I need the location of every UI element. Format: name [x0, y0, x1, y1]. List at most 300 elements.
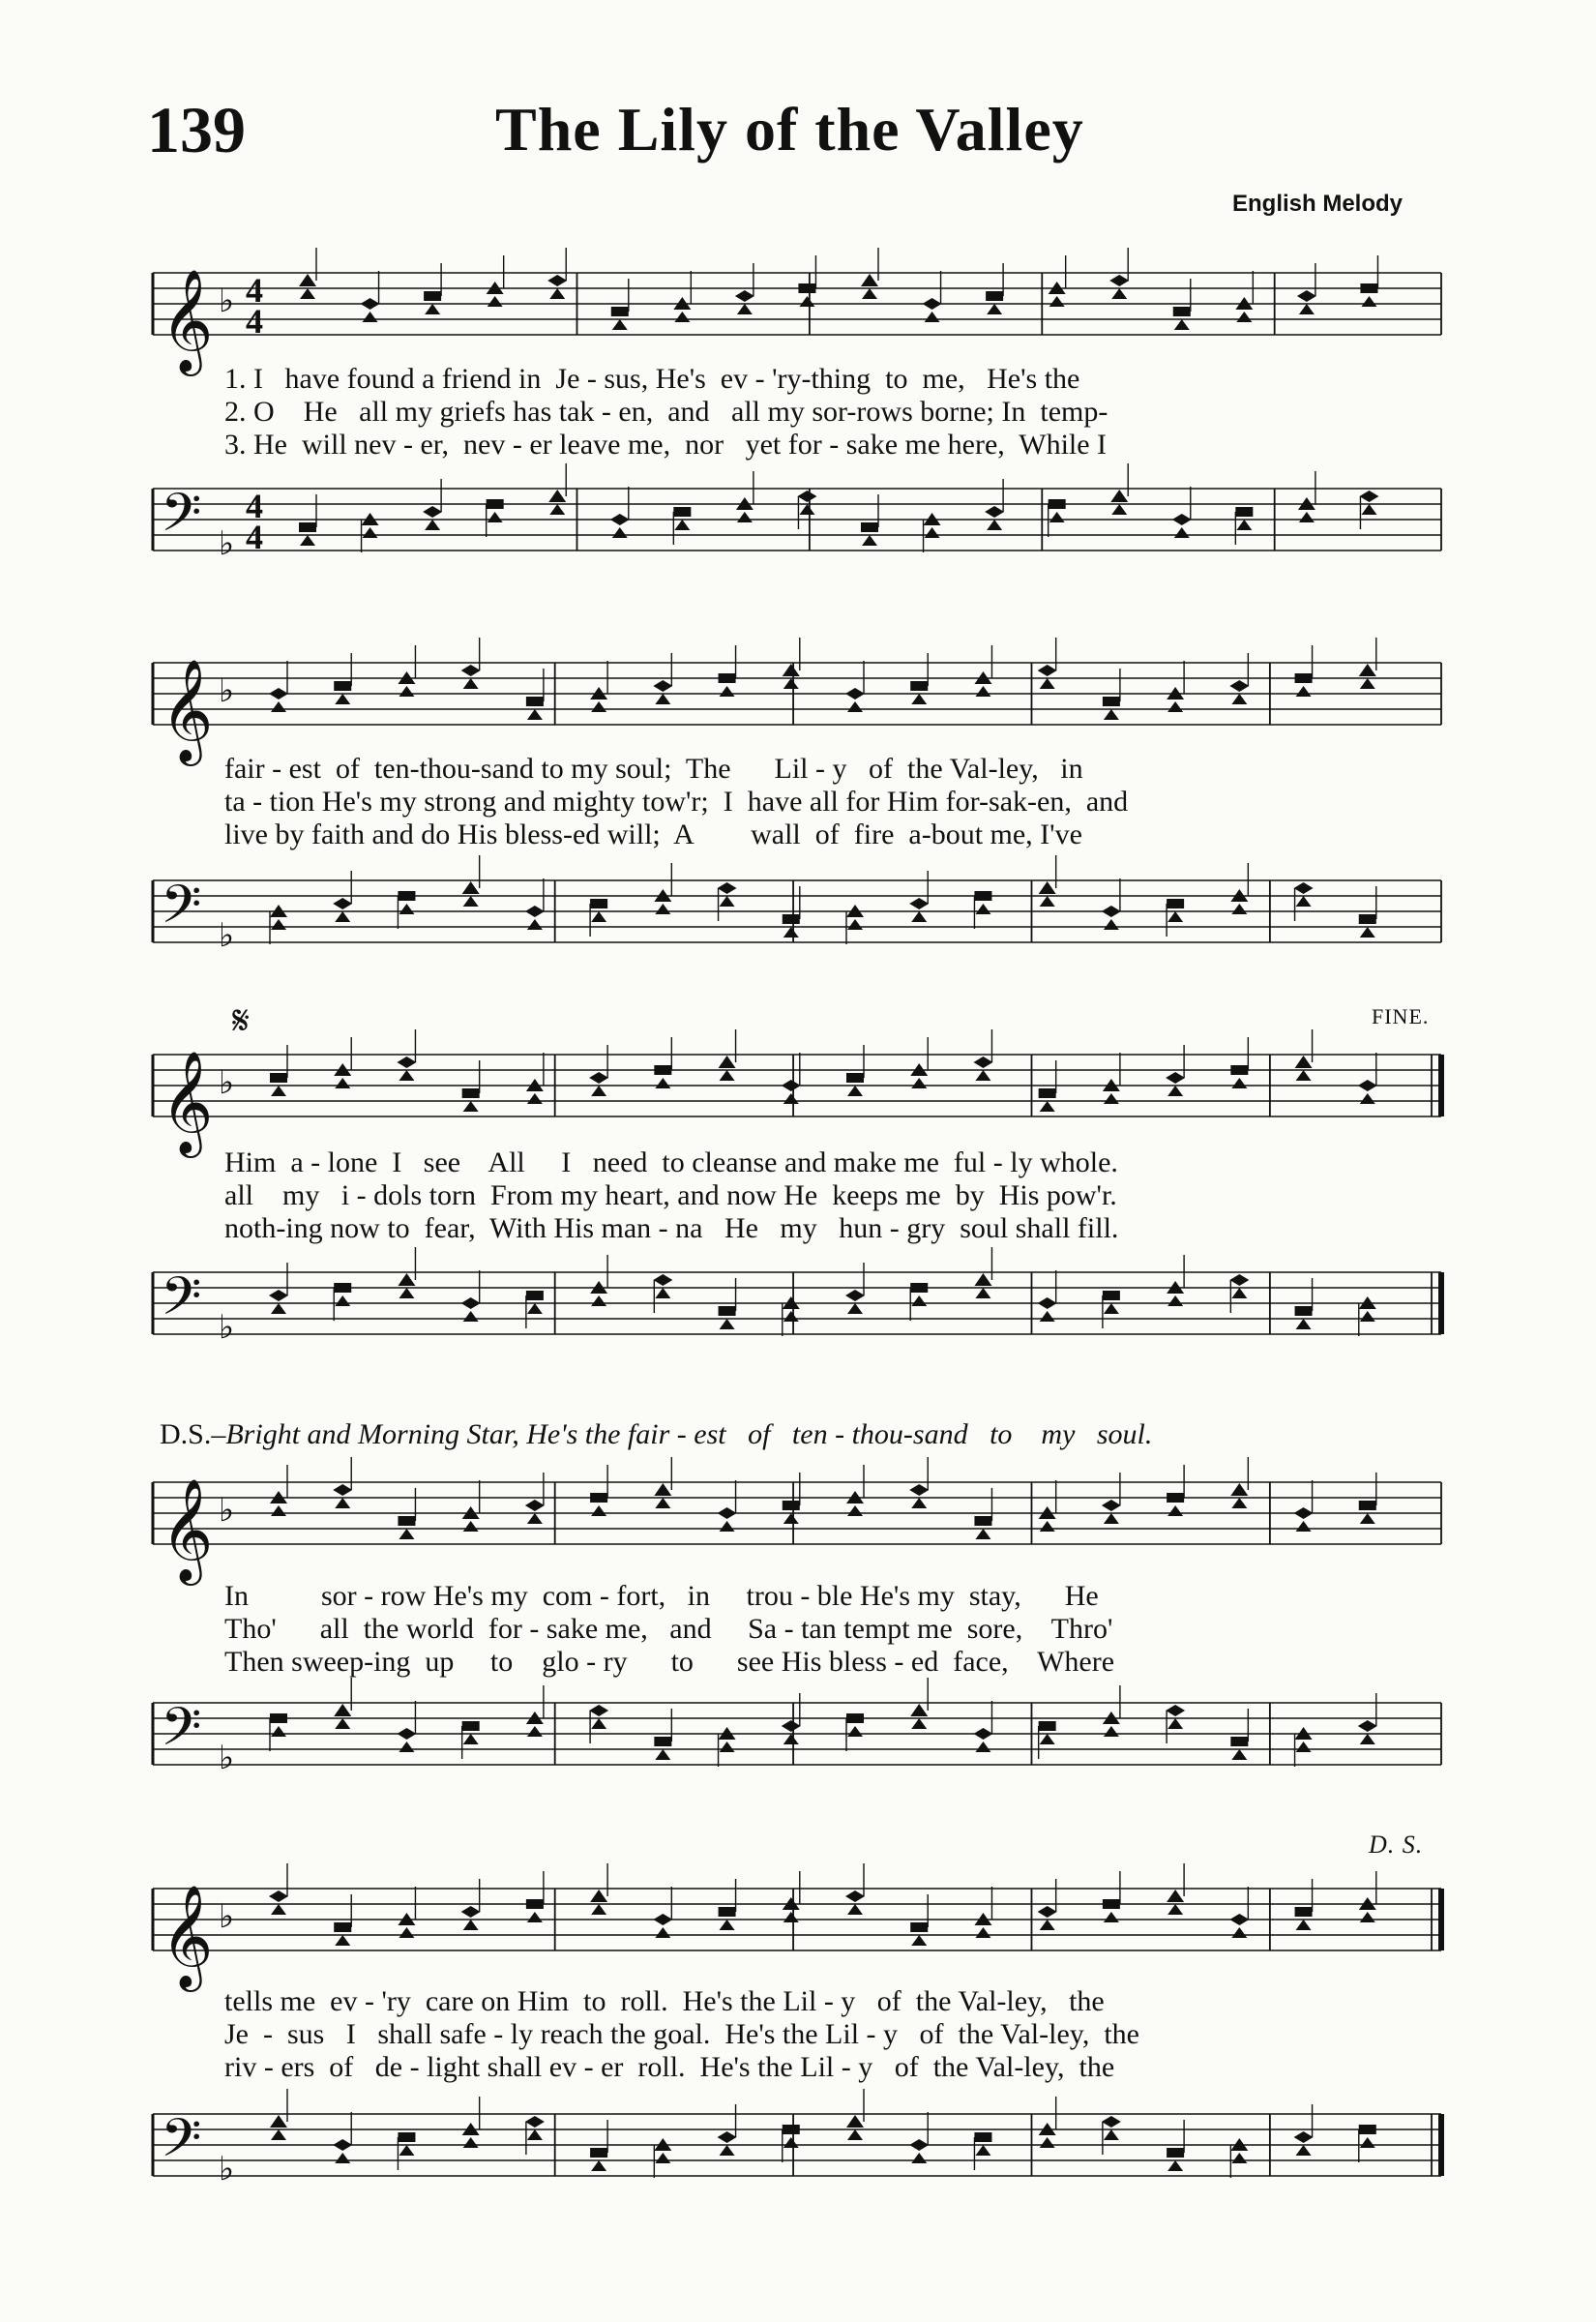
note-head-diamond	[1166, 1072, 1185, 1084]
note-head-triangle	[425, 304, 440, 314]
note-head-square	[846, 1073, 864, 1083]
note-head-triangle	[1174, 527, 1190, 538]
lyric-verse-3: noth-ing now to fear, With His man - na He my hun - gry soul shall fill.	[224, 1212, 1119, 1244]
note-head-triangle	[1167, 1086, 1183, 1096]
note-head-triangle	[783, 1513, 799, 1524]
lyric-verse-2: Tho' all the world for - sake me, and Sa - tan tempt me sore, Thro'	[224, 1613, 1113, 1645]
note-head-triangle	[1040, 1311, 1055, 1322]
note-head-diamond	[923, 298, 942, 310]
note-head-triangle	[335, 1935, 350, 1946]
note-head-square	[334, 1283, 351, 1293]
note-head-triangle	[1104, 709, 1119, 720]
note-head-square	[1167, 1493, 1184, 1503]
note-head-triangle	[1104, 919, 1119, 930]
note-head-diamond	[525, 1500, 545, 1511]
note-head-triangle	[911, 911, 927, 922]
note-head-triangle	[1231, 904, 1247, 914]
note-head-diamond	[1358, 1080, 1377, 1091]
note-head-diamond	[653, 1274, 672, 1286]
note-head-triangle	[527, 1726, 543, 1737]
note-head-triangle	[1104, 2129, 1119, 2140]
note-head-triangle	[987, 520, 1002, 530]
note-head-square	[590, 1493, 607, 1503]
note-head-triangle	[1296, 896, 1312, 907]
note-head-triangle	[674, 312, 690, 322]
note-head-triangle	[399, 686, 414, 697]
bass-staff	[145, 861, 1451, 968]
note-head-triangle	[654, 1483, 671, 1496]
note-head-triangle	[1167, 1718, 1183, 1729]
note-head-triangle	[1040, 1920, 1055, 1930]
note-head-triangle	[1167, 1505, 1183, 1516]
note-head-triangle	[1049, 512, 1065, 522]
note-head-square	[974, 2132, 991, 2142]
note-head-square	[673, 507, 691, 517]
note-head-triangle	[1040, 1734, 1055, 1744]
note-head-triangle	[270, 2115, 287, 2128]
note-head-triangle	[1296, 1070, 1312, 1081]
hymn-number: 139	[147, 93, 246, 166]
note-head-triangle	[925, 312, 940, 322]
treble-staff	[145, 1463, 1451, 1581]
note-head-triangle	[591, 1086, 606, 1096]
note-head-triangle	[527, 1513, 543, 1524]
note-head-square	[299, 522, 316, 532]
note-head-triangle	[1360, 1734, 1375, 1744]
note-head-triangle	[1231, 1078, 1247, 1088]
note-head-triangle	[1299, 304, 1315, 314]
note-head-triangle	[655, 2153, 670, 2163]
note-head-triangle	[655, 1927, 670, 1938]
note-head-triangle	[399, 1529, 414, 1539]
note-head-diamond	[1294, 882, 1314, 894]
note-head-triangle	[1167, 1295, 1183, 1306]
note-head-diamond	[845, 1890, 865, 1902]
note-head-triangle	[974, 1273, 991, 1286]
note-head-triangle	[975, 686, 990, 697]
note-head-triangle	[363, 312, 378, 322]
note-head-square	[487, 499, 504, 509]
note-head-triangle	[799, 296, 814, 307]
note-head-triangle	[1040, 1101, 1055, 1112]
note-head-diamond	[845, 688, 865, 700]
note-head-triangle	[1040, 896, 1055, 907]
lyric-verse-3: riv - ers of de - light shall ev - er roll. He's the Lil - y of the Val-ley, the	[224, 2051, 1115, 2083]
note-head-square	[719, 1907, 736, 1917]
note-head-diamond	[525, 2116, 545, 2128]
note-head-diamond	[1297, 290, 1316, 302]
note-head-triangle	[1167, 2160, 1183, 2171]
bass-clef-icon: 𝄢	[161, 874, 202, 948]
note-head-diamond	[1038, 665, 1057, 676]
note-head-triangle	[1231, 1927, 1247, 1938]
note-head-triangle	[911, 2153, 927, 2163]
note-head-diamond	[718, 1507, 737, 1519]
note-head-triangle	[737, 304, 753, 314]
lyric-verse-1: In sor - row He's my com - fort, in trou - ble He's my stay, He	[224, 1580, 1099, 1612]
note-head-diamond	[1102, 1500, 1121, 1511]
note-head-triangle	[847, 701, 863, 712]
note-head-triangle	[783, 1912, 799, 1922]
ds-prefix: D.S.–	[160, 1418, 226, 1450]
lyric-verse-1: 1. I have found a friend in Je - sus, He's ev - 'ry-thing to me, He's the	[224, 363, 1080, 395]
note-head-diamond	[589, 1072, 608, 1084]
note-head-triangle	[975, 1288, 990, 1298]
note-head-diamond	[973, 1057, 992, 1068]
note-head-square	[719, 1306, 736, 1316]
note-head-triangle	[591, 1295, 606, 1306]
note-head-diamond	[1229, 1274, 1249, 1286]
note-head-square	[398, 2132, 415, 2142]
note-head-triangle	[1299, 512, 1315, 522]
note-head-triangle	[1104, 1726, 1119, 1737]
note-head-triangle	[1361, 504, 1376, 515]
note-head-triangle	[271, 2129, 286, 2140]
note-head-triangle	[720, 686, 735, 697]
note-head-triangle	[655, 904, 670, 914]
note-head-diamond	[653, 1914, 672, 1925]
note-head-square	[1173, 307, 1191, 316]
note-head-diamond	[845, 1290, 865, 1301]
flat-key-signature: ♭	[219, 1063, 235, 1102]
note-head-triangle	[737, 512, 753, 522]
note-head-triangle	[720, 1742, 735, 1752]
note-head-triangle	[655, 1498, 670, 1508]
note-head-triangle	[911, 1078, 927, 1088]
note-head-square	[462, 1721, 480, 1731]
note-head-triangle	[911, 1498, 927, 1508]
note-head-triangle	[1111, 504, 1127, 515]
note-head-triangle	[1360, 2137, 1375, 2148]
note-head-diamond	[1358, 1720, 1377, 1732]
lyric-verse-3: 3. He will nev - er, nev - er leave me, nor yet for - sake me here, While I	[224, 429, 1108, 461]
note-head-square	[334, 1922, 351, 1932]
fine-marker: FINE.	[1372, 1004, 1430, 1028]
note-head-triangle	[271, 1726, 286, 1737]
note-head-triangle	[720, 896, 735, 907]
note-head-diamond	[1038, 1906, 1057, 1918]
treble-clef-icon: 𝄞	[161, 1050, 214, 1153]
note-head-triangle	[463, 1734, 479, 1744]
note-head-triangle	[1104, 1513, 1119, 1524]
note-head-triangle	[591, 1718, 606, 1729]
note-head-diamond	[269, 1290, 288, 1301]
note-head-triangle	[1104, 1093, 1119, 1104]
time-signature-bottom: 4	[246, 518, 263, 556]
note-head-triangle	[299, 274, 316, 286]
time-signature-top: 4	[246, 487, 263, 525]
note-head-triangle	[1361, 296, 1376, 307]
note-head-triangle	[975, 1529, 990, 1539]
note-head-triangle	[862, 288, 877, 299]
note-head-triangle	[720, 2145, 735, 2156]
note-head-diamond	[269, 1890, 288, 1902]
note-head-triangle	[1167, 701, 1183, 712]
note-head-diamond	[1038, 1297, 1057, 1309]
ds-marker: D. S.	[1369, 1831, 1424, 1859]
note-head-triangle	[1040, 1521, 1055, 1532]
bass-clef-icon: 𝄢	[161, 1265, 202, 1340]
note-head-square	[798, 283, 815, 293]
note-head-square	[846, 1713, 864, 1723]
note-head-triangle	[861, 274, 878, 286]
note-head-square	[398, 1516, 415, 1526]
note-head-square	[1167, 2148, 1184, 2158]
segno-sign: 𝄋	[232, 997, 251, 1044]
note-head-square	[462, 1088, 480, 1098]
note-head-triangle	[846, 2115, 864, 2128]
note-head-triangle	[1296, 686, 1312, 697]
note-head-square	[526, 697, 544, 706]
note-head-triangle	[1296, 2145, 1312, 2156]
note-head-triangle	[847, 919, 863, 930]
note-head-triangle	[847, 1904, 863, 1915]
note-head-diamond	[361, 298, 380, 310]
note-head-triangle	[847, 2129, 863, 2140]
note-head-triangle	[975, 904, 990, 914]
note-head-triangle	[783, 927, 799, 938]
note-head-triangle	[1236, 312, 1252, 322]
note-head-square	[654, 1737, 671, 1746]
note-head-triangle	[847, 1505, 863, 1516]
time-signature-bottom: 4	[246, 302, 263, 341]
note-head-square	[611, 307, 629, 316]
note-head-diamond	[1229, 1914, 1249, 1925]
note-head-diamond	[589, 1705, 608, 1716]
note-head-triangle	[1231, 2153, 1247, 2163]
ds-refrain-text: Bright and Morning Star, He's the fair - est of ten - thou-sand to my soul.	[225, 1418, 1153, 1450]
note-head-diamond	[718, 2131, 737, 2143]
note-head-triangle	[399, 1742, 414, 1752]
note-head-square	[1167, 899, 1184, 908]
note-head-square	[1103, 1899, 1120, 1909]
time-signature-top: 4	[246, 271, 263, 310]
note-head-triangle	[425, 520, 440, 530]
note-head-triangle	[527, 1912, 543, 1922]
note-head-diamond	[653, 680, 672, 692]
note-head-triangle	[783, 1093, 799, 1104]
note-head-triangle	[300, 288, 315, 299]
note-head-square	[590, 899, 607, 908]
note-head-triangle	[1360, 1311, 1375, 1322]
note-head-triangle	[335, 1295, 350, 1306]
treble-staff	[145, 643, 1451, 761]
note-head-triangle	[399, 1288, 414, 1298]
note-head-triangle	[783, 1311, 799, 1322]
note-head-triangle	[799, 504, 814, 515]
bass-staff	[145, 469, 1451, 576]
note-head-triangle	[1360, 1513, 1375, 1524]
note-head-triangle	[1167, 1904, 1183, 1915]
flat-key-signature: ♭	[219, 1308, 235, 1347]
flat-key-signature: ♭	[219, 524, 235, 563]
hymn-title: The Lily of the Valley	[495, 95, 1084, 164]
note-head-square	[334, 681, 351, 691]
note-head-square	[526, 1291, 544, 1300]
note-head-triangle	[527, 1303, 543, 1314]
note-head-triangle	[1230, 1483, 1248, 1496]
note-head-diamond	[909, 2139, 929, 2151]
note-head-diamond	[1229, 680, 1249, 692]
note-head-triangle	[847, 1086, 863, 1096]
note-head-triangle	[463, 1101, 479, 1112]
bass-clef-icon: 𝄢	[161, 2107, 202, 2182]
note-head-triangle	[488, 296, 503, 307]
note-head-triangle	[847, 1726, 863, 1737]
note-head-triangle	[612, 527, 628, 538]
treble-clef-icon: 𝄞	[161, 658, 214, 761]
note-head-triangle	[1360, 1093, 1375, 1104]
bass-clef-icon: 𝄢	[161, 482, 202, 556]
bass-staff	[145, 1253, 1451, 1359]
note-head-triangle	[1040, 678, 1055, 689]
note-head-square	[910, 681, 928, 691]
note-head-square	[1103, 697, 1120, 706]
note-head-square	[1295, 1306, 1313, 1316]
note-head-diamond	[909, 1484, 929, 1496]
note-head-square	[719, 673, 736, 683]
note-head-diamond	[735, 290, 754, 302]
note-head-triangle	[783, 678, 799, 689]
note-head-triangle	[1111, 288, 1127, 299]
note-head-triangle	[527, 2129, 543, 2140]
note-head-triangle	[719, 1056, 736, 1068]
treble-staff	[145, 1035, 1451, 1153]
note-head-square	[654, 1065, 671, 1075]
note-head-triangle	[335, 1078, 350, 1088]
flat-key-signature: ♭	[219, 1491, 235, 1530]
note-head-triangle	[720, 1521, 735, 1532]
note-head-triangle	[463, 2137, 479, 2148]
note-head-triangle	[783, 664, 800, 676]
flat-key-signature: ♭	[219, 1739, 235, 1777]
note-head-diamond	[461, 1297, 481, 1309]
note-head-diamond	[461, 1906, 481, 1918]
flat-key-signature: ♭	[219, 671, 235, 710]
note-head-triangle	[399, 1070, 414, 1081]
note-head-triangle	[590, 1890, 607, 1902]
note-head-square	[270, 1073, 287, 1083]
note-head-triangle	[655, 694, 670, 704]
note-head-triangle	[591, 911, 606, 922]
note-head-diamond	[797, 491, 816, 502]
treble-clef-icon: 𝄞	[161, 1477, 214, 1581]
note-head-triangle	[463, 678, 479, 689]
note-head-triangle	[975, 1742, 990, 1752]
note-head-diamond	[1294, 2131, 1314, 2143]
note-head-triangle	[463, 1311, 479, 1322]
note-head-triangle	[591, 2160, 606, 2171]
music-system-2	[145, 624, 1451, 992]
note-head-square	[1235, 507, 1253, 517]
note-head-square	[1103, 1291, 1120, 1300]
lyric-verse-1: tells me ev - 'ry care on Him to roll. He's the Lil - y of the Val-ley, the	[224, 1985, 1105, 2017]
lyric-verse-2: ta - tion He's my strong and mighty tow'r; I have all for Him for-sak-en, and	[224, 786, 1129, 818]
note-head-triangle	[398, 1273, 415, 1286]
note-head-square	[986, 291, 1003, 301]
tune-attribution: English Melody	[1231, 191, 1403, 217]
note-head-square	[1295, 673, 1313, 683]
bass-staff	[145, 2095, 1451, 2201]
note-head-triangle	[1167, 911, 1183, 922]
note-head-triangle	[271, 1086, 286, 1096]
note-head-diamond	[1359, 491, 1378, 502]
note-head-triangle	[271, 1303, 286, 1314]
note-head-triangle	[720, 1920, 735, 1930]
note-head-triangle	[612, 319, 628, 330]
music-system-4	[145, 1442, 1451, 1800]
note-head-diamond	[423, 506, 442, 518]
note-head-triangle	[1167, 1890, 1184, 1902]
note-head-triangle	[783, 2137, 799, 2148]
note-head-triangle	[911, 1718, 927, 1729]
note-head-triangle	[1359, 664, 1376, 676]
note-head-triangle	[1039, 881, 1056, 894]
lyric-verse-2: all my i - dols torn From my heart, and now He keeps me by His pow'r.	[224, 1179, 1117, 1211]
note-head-triangle	[1231, 694, 1247, 704]
note-head-square	[1039, 1088, 1056, 1098]
note-head-triangle	[463, 1521, 479, 1532]
note-head-triangle	[1296, 1319, 1312, 1329]
note-head-diamond	[461, 665, 481, 676]
note-head-triangle	[527, 1093, 543, 1104]
lyric-verse-3: live by faith and do His bless-ed will; A wall of fire a-bout me, I've	[224, 819, 1082, 850]
note-head-triangle	[1296, 1521, 1312, 1532]
note-head-diamond	[547, 275, 567, 286]
note-head-diamond	[985, 506, 1004, 518]
note-head-square	[590, 2148, 607, 2158]
note-head-triangle	[300, 535, 315, 546]
music-system-1	[145, 232, 1451, 600]
note-head-triangle	[911, 1295, 927, 1306]
note-head-square	[270, 1713, 287, 1723]
note-head-square	[526, 1899, 544, 1909]
note-head-triangle	[334, 1704, 351, 1716]
note-head-triangle	[335, 1498, 350, 1508]
note-head-triangle	[527, 919, 543, 930]
note-head-triangle	[975, 1070, 990, 1081]
note-head-square	[398, 891, 415, 901]
note-head-triangle	[1231, 1498, 1247, 1508]
note-head-triangle	[862, 535, 877, 546]
note-head-square	[1049, 499, 1066, 509]
note-head-triangle	[1360, 1912, 1375, 1922]
note-head-diamond	[525, 906, 545, 917]
flat-key-signature: ♭	[219, 2150, 235, 2188]
lyric-verse-2: Je - sus I shall safe - ly reach the goal. He's the Lil - y of the Val-ley, the	[224, 2018, 1139, 2050]
note-head-diamond	[333, 898, 352, 909]
note-head-diamond	[1294, 1507, 1314, 1519]
note-head-triangle	[1236, 520, 1252, 530]
note-head-triangle	[335, 1718, 350, 1729]
note-head-diamond	[1172, 514, 1192, 525]
note-head-triangle	[655, 1749, 670, 1760]
note-head-triangle	[1360, 927, 1375, 938]
note-head-triangle	[1110, 490, 1128, 502]
note-head-triangle	[1296, 1920, 1312, 1930]
note-head-triangle	[271, 919, 286, 930]
note-head-triangle	[591, 701, 606, 712]
treble-staff	[145, 1869, 1451, 1987]
note-head-triangle	[462, 881, 480, 894]
note-head-triangle	[783, 1734, 799, 1744]
note-head-triangle	[549, 288, 565, 299]
note-head-triangle	[1104, 1912, 1119, 1922]
note-head-triangle	[549, 504, 565, 515]
note-head-square	[783, 914, 800, 924]
note-head-diamond	[1102, 2116, 1121, 2128]
note-head-triangle	[975, 2145, 990, 2156]
